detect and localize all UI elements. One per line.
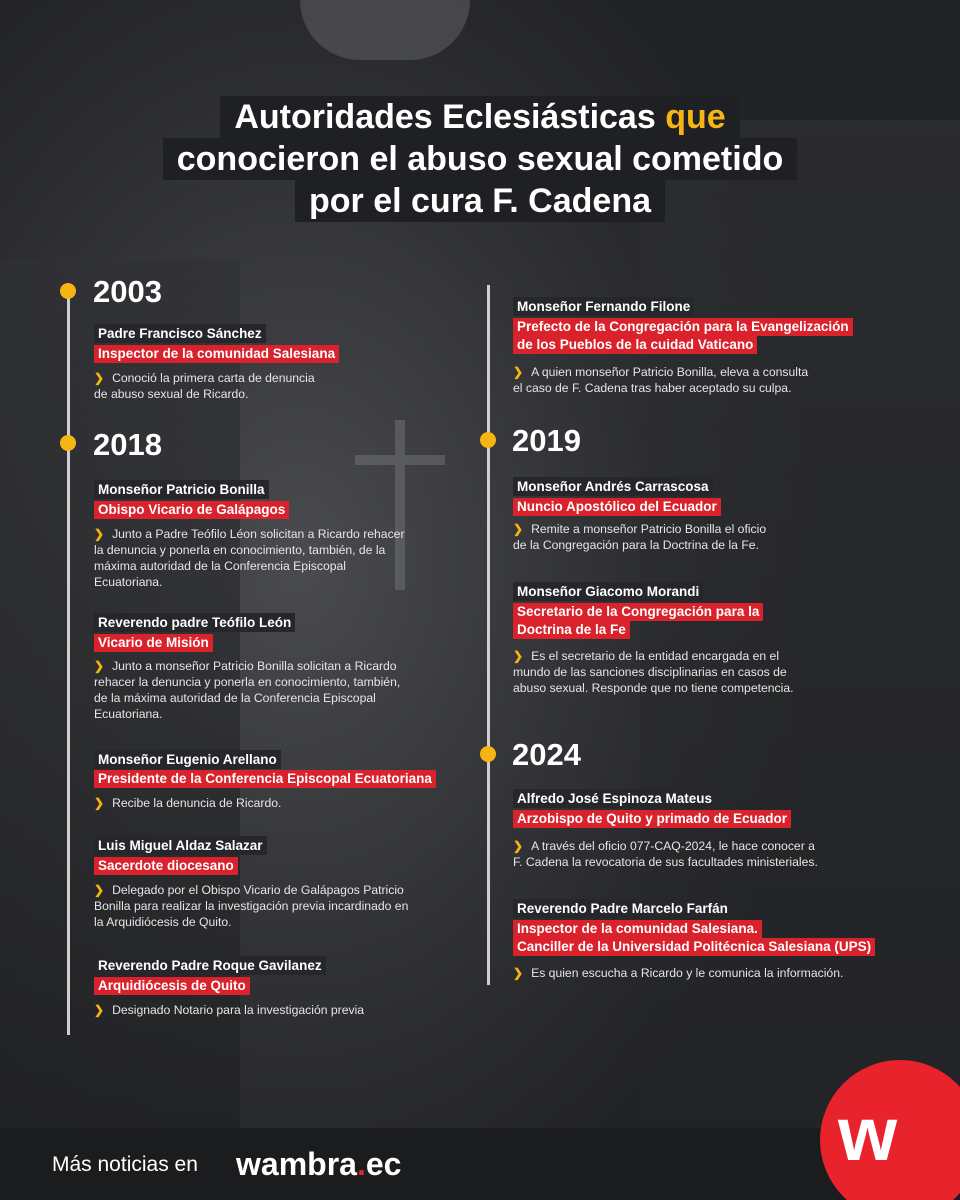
chevron-right-icon: ❯ [513,966,524,980]
entry-role: Presidente de la Conferencia Episcopal Ecuatoriana [94,770,436,788]
year-2018: 2018 [93,427,162,462]
entry-role: Inspector de la comunidad Salesiana [94,345,339,363]
chevron-right-icon: ❯ [94,1003,105,1017]
entry-name: Monseñor Andrés Carrascosa [513,477,713,496]
timeline-dot-2019 [480,432,496,448]
collar-shape [300,0,470,60]
page-title [0,96,960,222]
timeline-right [487,285,490,985]
timeline-dot-2003 [60,283,76,299]
entry-role: Nuncio Apostólico del Ecuador [513,498,721,516]
entry-description: ❯ Delegado por el Obispo Vicario de Galápagos Patricio Bonilla para realizar la investigación previa incardinado en la Arquidiócesis de Quito. [94,883,409,929]
entry-name: Monseñor Patricio Bonilla [94,480,269,499]
chevron-right-icon: ❯ [94,796,105,810]
entry-name: Alfredo José Espinoza Mateus [513,789,716,808]
year-2003: 2003 [93,274,162,309]
entry-name: Reverendo padre Teófilo León [94,613,295,632]
entry-name: Monseñor Eugenio Arellano [94,750,281,769]
entry-description: ❯ A través del oficio 077-CAQ-2024, le hace conocer a F. Cadena la revocatoria de sus facultades ministeriales. [513,839,818,869]
title-line-2: conocieron el abuso sexual cometido [163,138,798,180]
entry-role: Secretario de la Congregación para la Doctrina de la Fe [513,603,763,639]
entry-name: Reverendo Padre Roque Gavilanez [94,956,326,975]
title-line-1: Autoridades Eclesiásticas que [220,96,739,138]
entry-description: ❯ A quien monseñor Patricio Bonilla, eleva a consulta el caso de F. Cadena tras haber aceptado su culpa. [513,365,809,395]
entry-role: Inspector de la comunidad Salesiana. Canciller de la Universidad Politécnica Salesiana (UPS) [513,920,875,956]
entry-description: ❯ Recibe la denuncia de Ricardo. [94,796,282,810]
entry-description: ❯ Es el secretario de la entidad encargada en el mundo de las sanciones disciplinarias en casos de abuso sexual. Responde que no tiene competencia. [513,649,794,695]
title-line-3: por el cura F. Cadena [295,180,665,222]
chevron-right-icon: ❯ [94,883,105,897]
entry-name: Luis Miguel Aldaz Salazar [94,836,267,855]
year-2019: 2019 [512,423,581,458]
entry-name: Monseñor Giacomo Morandi [513,582,703,601]
timeline-dot-2018 [60,435,76,451]
chevron-right-icon: ❯ [513,522,524,536]
entry-role: Prefecto de la Congregación para la Evangelización de los Pueblos de la cuidad Vaticano [513,318,853,354]
timeline-left [67,290,70,1035]
chevron-right-icon: ❯ [94,371,105,385]
entry-description: ❯ Designado Notario para la investigación previa [94,1003,365,1017]
chevron-right-icon: ❯ [513,839,524,853]
entry-role: Arzobispo de Quito y primado de Ecuador [513,810,791,828]
entry-description: ❯ Junto a monseñor Patricio Bonilla solicitan a Ricardo rehacer la denuncia y ponerla en conocimiento, también, de la máxima autoridad de la Conferencia Episcopal Ecuatoriana. [94,659,401,721]
entry-role: Arquidiócesis de Quito [94,977,250,995]
entry-name: Padre Francisco Sánchez [94,324,266,343]
entry-description: ❯ Junto a Padre Teófilo Léon solicitan a Ricardo rehacer la denuncia y ponerla en conocimiento, también, de la máxima autoridad de la Conferencia Episcopal Ecuatoriana. [94,527,405,589]
entry-description: ❯ Es quien escucha a Ricardo y le comunica la información. [513,966,844,980]
entry-description: ❯ Conoció la primera carta de denuncia de abuso sexual de Ricardo. [94,371,315,401]
timeline-dot-2024 [480,746,496,762]
footer-text: Más noticias en [52,1153,198,1176]
entry-name: Monseñor Fernando Filone [513,297,694,316]
entry-role: Sacerdote diocesano [94,857,238,875]
entry-description: ❯ Remite a monseñor Patricio Bonilla el oficio de la Congregación para la Doctrina de la Fe. [513,522,767,552]
chevron-right-icon: ❯ [513,365,524,379]
year-2024: 2024 [512,737,581,772]
wambra-logo-letter: w [838,1092,898,1177]
chevron-right-icon: ❯ [94,659,105,673]
chevron-right-icon: ❯ [94,527,105,541]
footer-brand-link[interactable]: wambra.ec [236,1146,402,1182]
chevron-right-icon: ❯ [513,649,524,663]
entry-name: Reverendo Padre Marcelo Farfán [513,899,732,918]
entry-role: Obispo Vicario de Galápagos [94,501,289,519]
entry-role: Vicario de Misión [94,634,213,652]
